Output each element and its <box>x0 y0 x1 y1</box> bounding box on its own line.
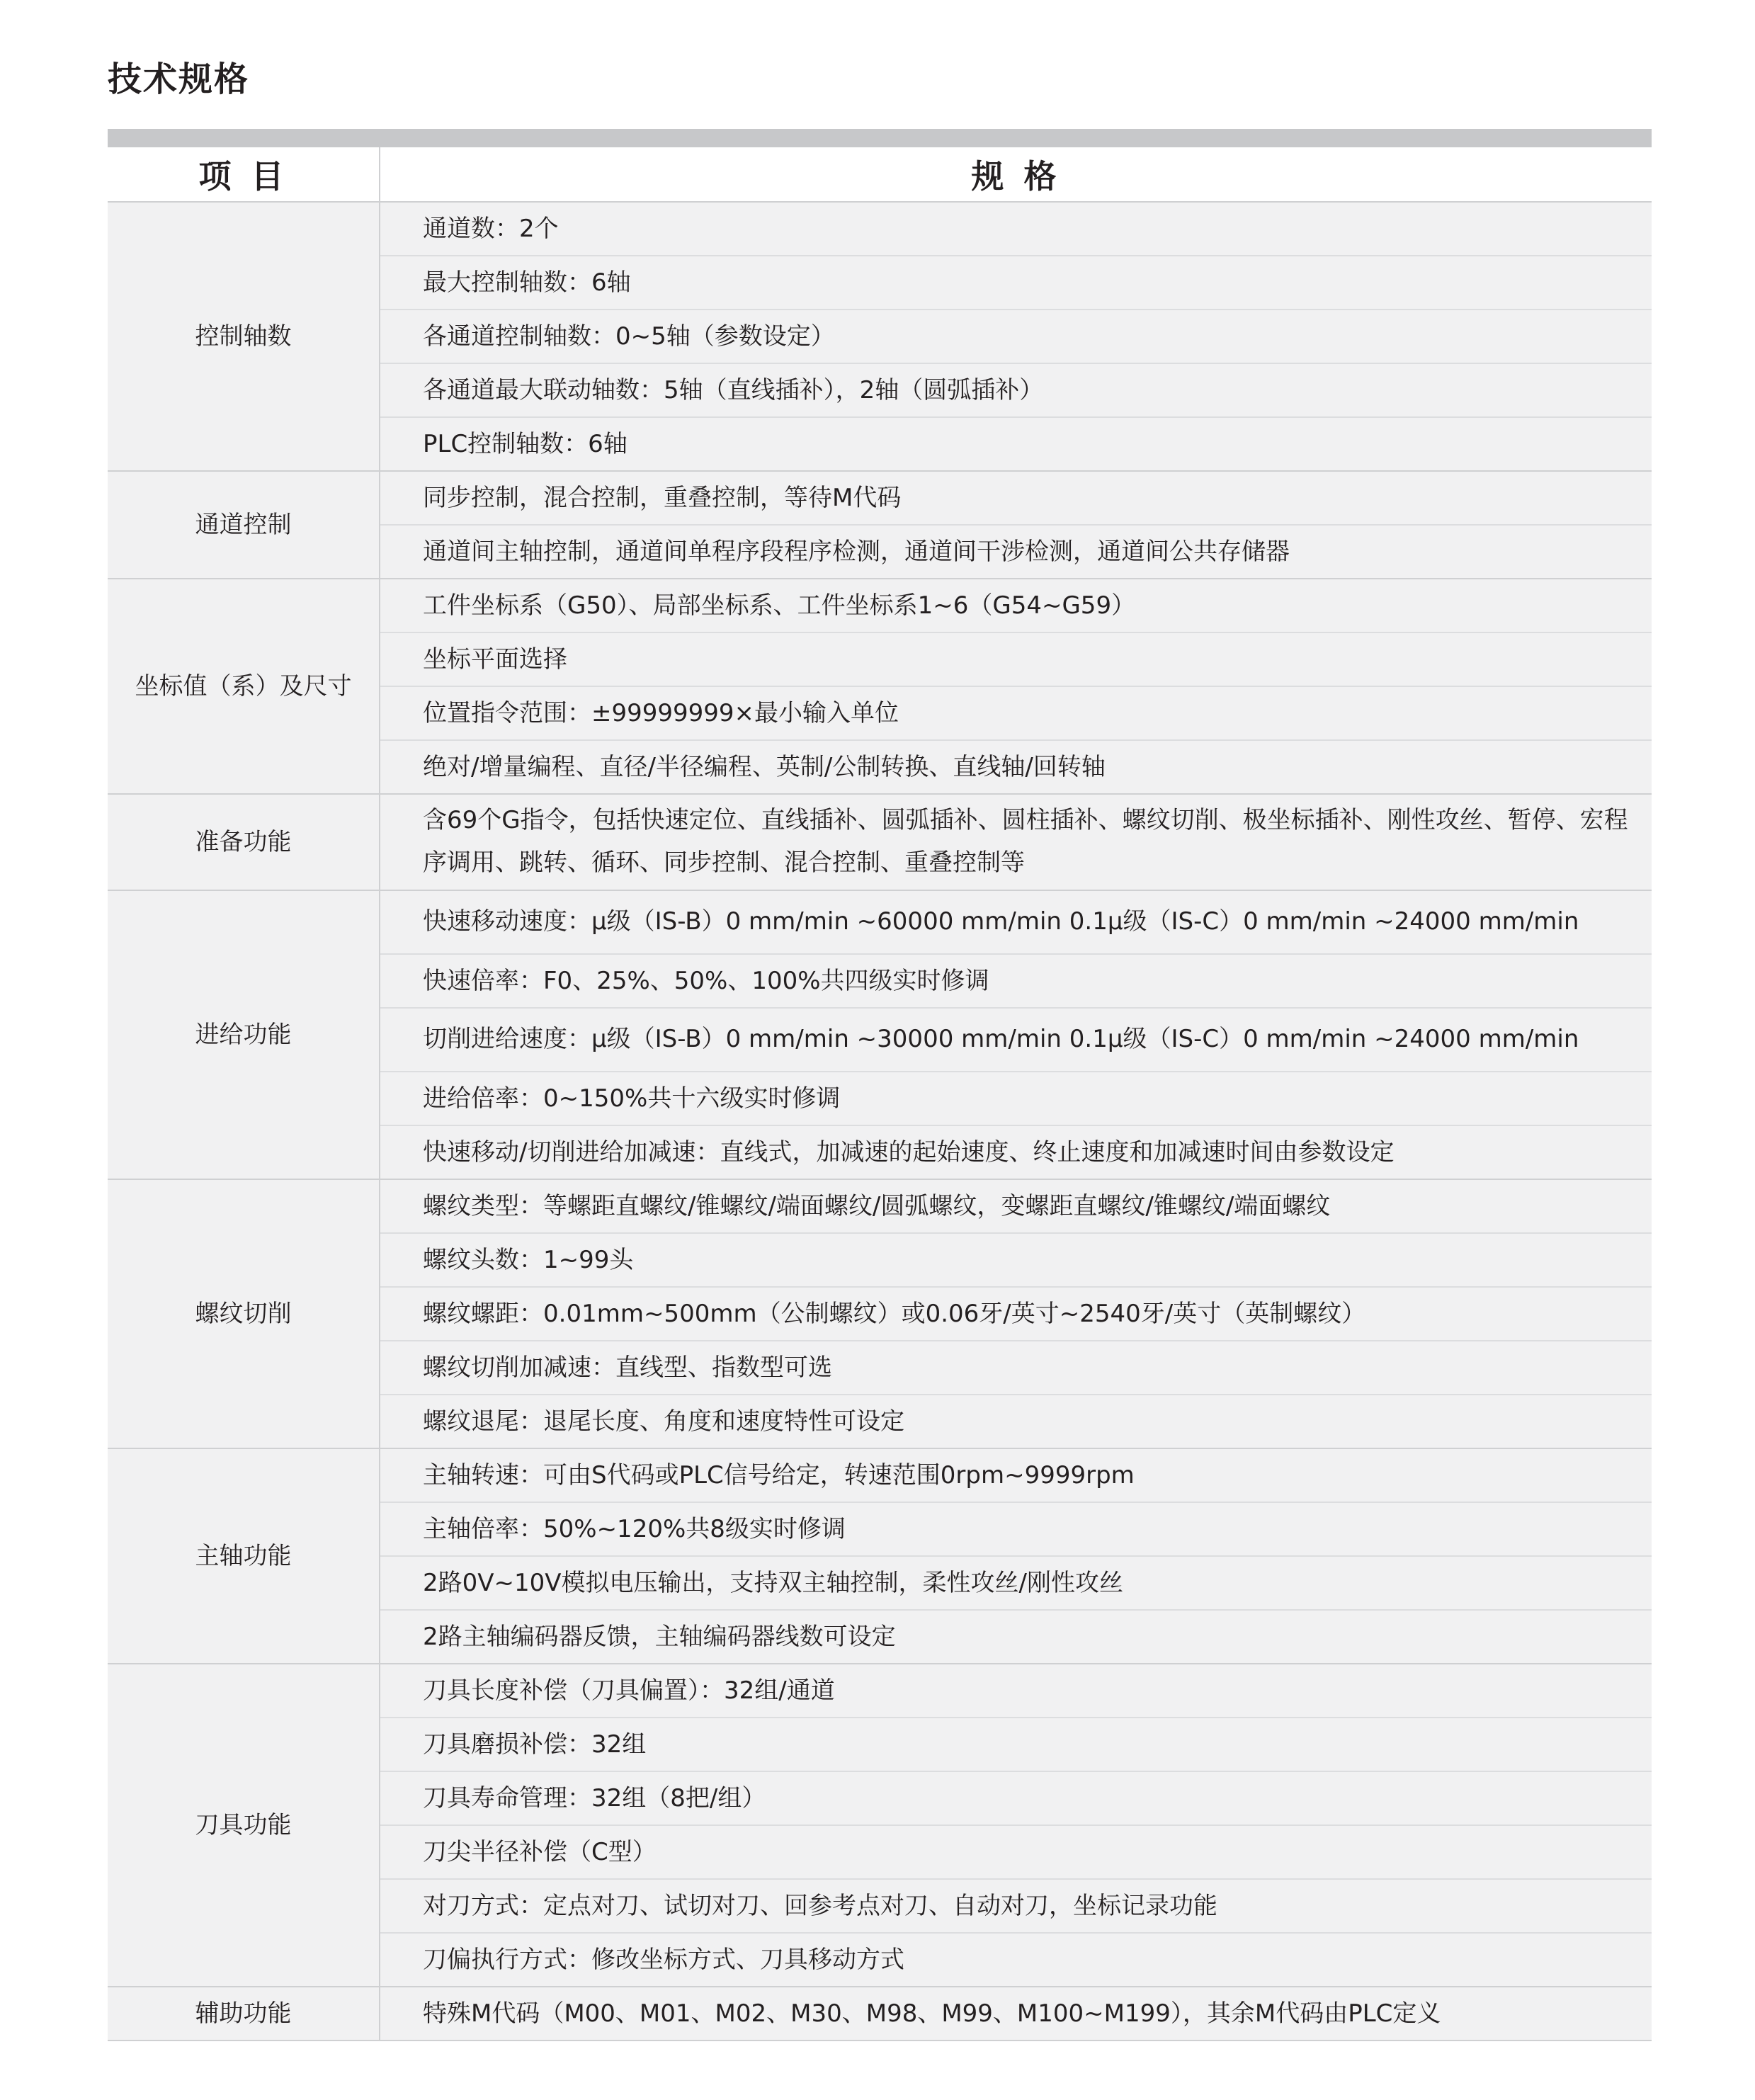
spec-value-cell: 螺纹退尾：退尾长度、角度和速度特性可设定 <box>380 1395 1652 1448</box>
spec-value-cell: 刀偏执行方式：修改坐标方式、刀具移动方式 <box>380 1933 1652 1987</box>
spec-value-cell: 特殊M代码（M00、M01、M02、M30、M98、M99、M100~M199），其余M代码由PLC定义 <box>380 1987 1652 2041</box>
table-header-row <box>108 147 1652 202</box>
spec-value-cell: 螺纹头数：1~99头 <box>380 1233 1652 1287</box>
spec-value-cell: PLC控制轴数：6轴 <box>380 417 1652 471</box>
header-divider-bar <box>108 129 1652 147</box>
spec-value-cell: 含69个G指令，包括快速定位、直线插补、圆弧插补、圆柱插补、螺纹切削、极坐标插补、刚性攻丝、暂停、宏程序调用、跳转、循环、同步控制、混合控制、重叠控制等 <box>380 794 1652 890</box>
spec-value-cell: 切削进给速度：μ级（IS-B）0 mm/min ~30000 mm/min 0.1μ级（IS-C）0 mm/min ~24000 mm/min <box>380 1008 1652 1072</box>
spec-value-cell: 主轴倍率：50%~120%共8级实时修调 <box>380 1502 1652 1556</box>
table-row <box>108 1987 1652 2041</box>
category-cell: 进给功能 <box>108 890 380 1179</box>
spec-value-cell: 快速倍率：F0、25%、50%、100%共四级实时修调 <box>380 954 1652 1008</box>
spec-value-cell: 绝对/增量编程、直径/半径编程、英制/公制转换、直线轴/回转轴 <box>380 740 1652 794</box>
spec-value-cell: 进给倍率：0~150%共十六级实时修调 <box>380 1072 1652 1125</box>
table-row <box>108 579 1652 632</box>
spec-value-cell: 快速移动/切削进给加减速：直线式，加减速的起始速度、终止速度和加减速时间由参数设定 <box>380 1125 1652 1179</box>
spec-value-cell: 位置指令范围：±99999999×最小输入单位 <box>380 686 1652 740</box>
spec-value-cell: 刀具磨损补偿：32组 <box>380 1718 1652 1771</box>
spec-value-cell: 主轴转速：可由S代码或PLC信号给定，转速范围0rpm~9999rpm <box>380 1448 1652 1502</box>
spec-value-cell: 最大控制轴数：6轴 <box>380 256 1652 310</box>
spec-value-cell: 对刀方式：定点对刀、试切对刀、回参考点对刀、自动对刀，坐标记录功能 <box>380 1879 1652 1933</box>
table-row <box>108 1448 1652 1502</box>
table-row <box>108 1664 1652 1718</box>
spec-table <box>108 147 1652 2041</box>
spec-value-cell: 各通道控制轴数：0~5轴（参数设定） <box>380 310 1652 363</box>
category-cell: 通道控制 <box>108 471 380 579</box>
spec-value-cell: 坐标平面选择 <box>380 632 1652 686</box>
spec-value-cell: 刀具寿命管理：32组（8把/组） <box>380 1771 1652 1825</box>
table-row <box>108 202 1652 256</box>
header-item: 项 目 <box>108 147 380 202</box>
category-cell: 主轴功能 <box>108 1448 380 1664</box>
spec-value-cell: 通道数：2个 <box>380 202 1652 256</box>
spec-value-cell: 螺纹切削加减速：直线型、指数型可选 <box>380 1341 1652 1395</box>
spec-value-cell: 刀具长度补偿（刀具偏置）：32组/通道 <box>380 1664 1652 1718</box>
category-cell: 辅助功能 <box>108 1987 380 2041</box>
category-cell: 刀具功能 <box>108 1664 380 1987</box>
spec-value-cell: 2路主轴编码器反馈，主轴编码器线数可设定 <box>380 1610 1652 1664</box>
table-row <box>108 794 1652 890</box>
spec-value-cell: 螺纹类型：等螺距直螺纹/锥螺纹/端面螺纹/圆弧螺纹，变螺距直螺纹/锥螺纹/端面螺纹 <box>380 1179 1652 1233</box>
header-spec: 规 格 <box>380 147 1652 202</box>
spec-value-cell: 刀尖半径补偿（C型） <box>380 1825 1652 1879</box>
spec-body <box>108 202 1652 2041</box>
spec-value-cell: 通道间主轴控制，通道间单程序段程序检测，通道间干涉检测，通道间公共存储器 <box>380 525 1652 579</box>
spec-value-cell: 各通道最大联动轴数：5轴（直线插补），2轴（圆弧插补） <box>380 363 1652 417</box>
category-cell: 控制轴数 <box>108 202 380 471</box>
category-cell: 坐标值（系）及尺寸 <box>108 579 380 794</box>
spec-value-cell: 螺纹螺距：0.01mm~500mm（公制螺纹）或0.06牙/英寸~2540牙/英寸（英制螺纹） <box>380 1287 1652 1341</box>
category-cell: 螺纹切削 <box>108 1179 380 1448</box>
category-cell: 准备功能 <box>108 794 380 890</box>
spec-value-cell: 工件坐标系（G50）、局部坐标系、工件坐标系1~6（G54~G59） <box>380 579 1652 632</box>
page-title: 技术规格 <box>108 59 250 99</box>
table-row <box>108 471 1652 525</box>
spec-value-cell: 快速移动速度：μ级（IS-B）0 mm/min ~60000 mm/min 0.1μ级（IS-C）0 mm/min ~24000 mm/min <box>380 890 1652 954</box>
table-row <box>108 890 1652 954</box>
spec-value-cell: 同步控制，混合控制，重叠控制，等待M代码 <box>380 471 1652 525</box>
spec-value-cell: 2路0V~10V模拟电压输出，支持双主轴控制，柔性攻丝/刚性攻丝 <box>380 1556 1652 1610</box>
table-row <box>108 1179 1652 1233</box>
